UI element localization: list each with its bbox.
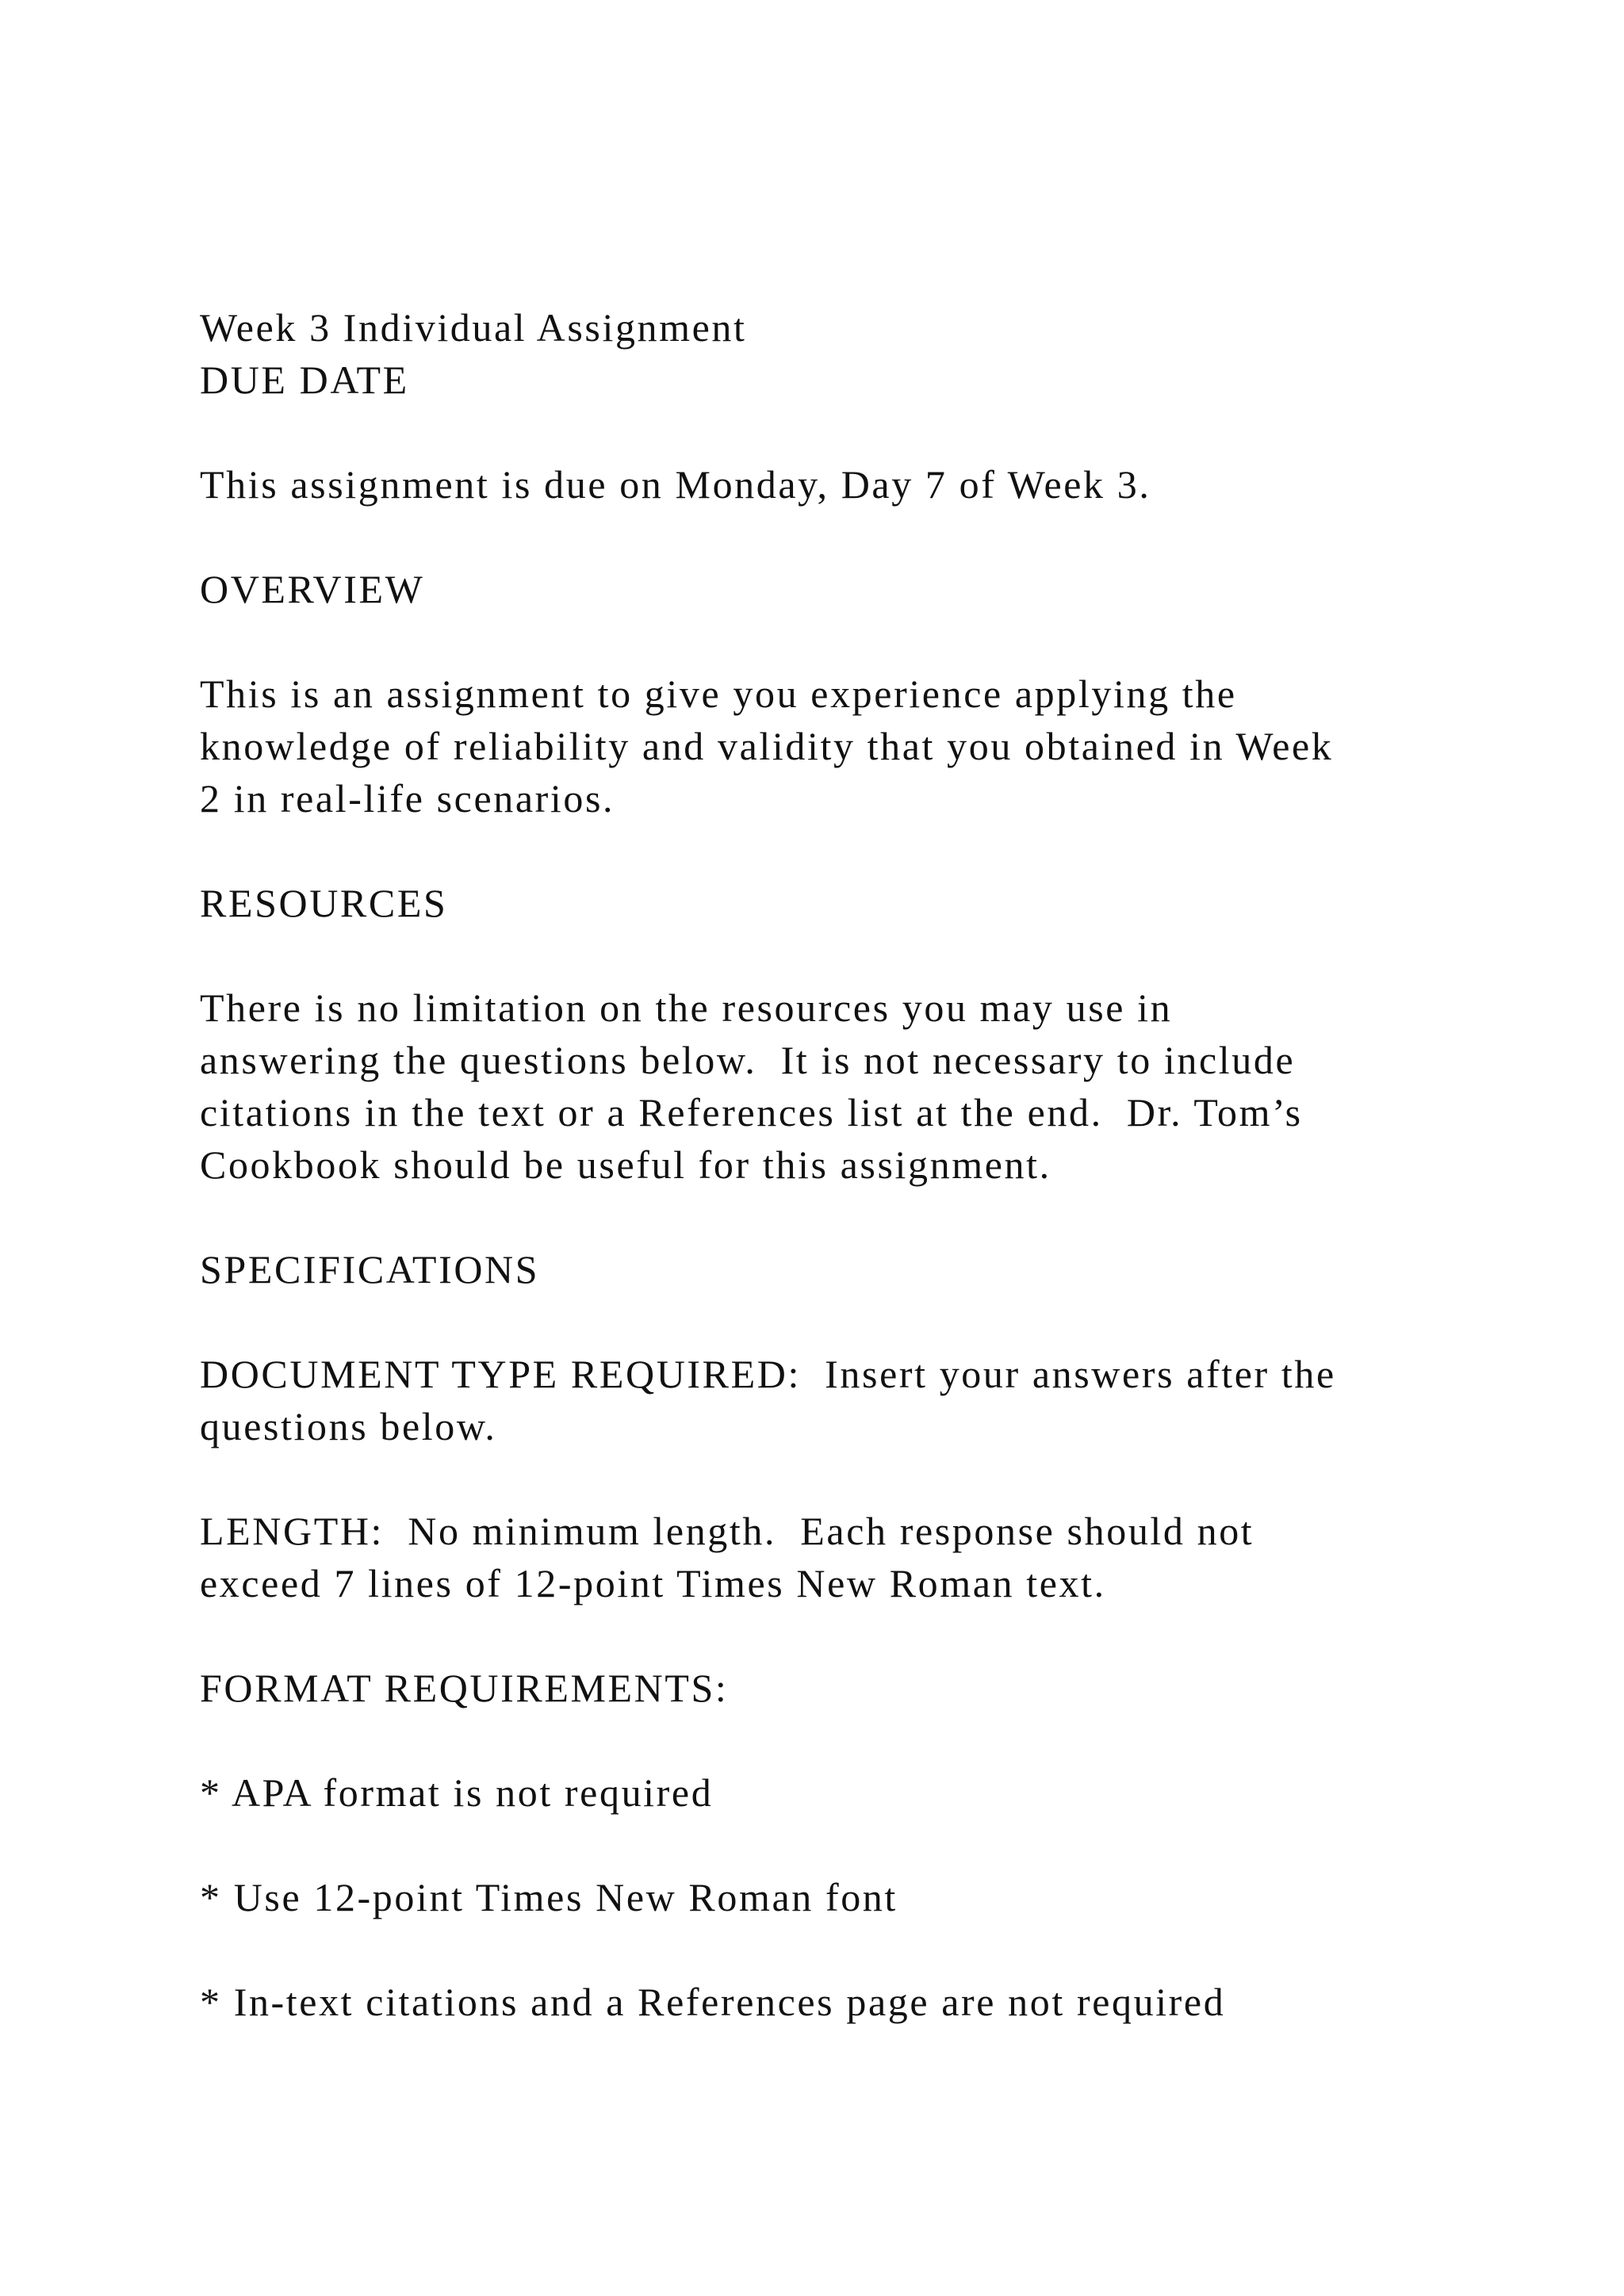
document-body: [200, 301, 1437, 2028]
resources-line: citations in the text or a References list at the end. Dr. Tom’s: [200, 1090, 1303, 1135]
specifications-heading: SPECIFICATIONS: [200, 1247, 540, 1292]
resources-heading: RESOURCES: [200, 881, 448, 925]
spacer: [200, 825, 1437, 877]
spacer: [200, 615, 1437, 668]
spacer: [200, 1295, 1437, 1348]
spacer: [200, 1819, 1437, 1871]
spacer: [200, 1452, 1437, 1505]
document-type-line: DOCUMENT TYPE REQUIRED: Insert your answers after the: [200, 1352, 1336, 1396]
spacer: [200, 1609, 1437, 1662]
resources-line: answering the questions below. It is not necessary to include: [200, 1038, 1296, 1082]
length-line: exceed 7 lines of 12-point Times New Roman text.: [200, 1561, 1106, 1605]
overview-heading: OVERVIEW: [200, 567, 425, 611]
format-item: * In-text citations and a References page are not required: [200, 1980, 1226, 2024]
document-title: Week 3 Individual Assignment: [200, 305, 747, 350]
resources-line: Cookbook should be useful for this assignment.: [200, 1142, 1051, 1187]
spacer: [200, 929, 1437, 982]
overview-line: 2 in real-life scenarios.: [200, 776, 615, 821]
spacer: [200, 1191, 1437, 1243]
spacer: [200, 406, 1437, 458]
due-date-heading: DUE DATE: [200, 358, 409, 402]
due-date-text: This assignment is due on Monday, Day 7 of Week 3.: [200, 462, 1151, 507]
format-item: * APA format is not required: [200, 1770, 714, 1815]
spacer: [200, 511, 1437, 563]
format-heading: FORMAT REQUIREMENTS:: [200, 1666, 729, 1710]
overview-line: knowledge of reliability and validity that you obtained in Week: [200, 724, 1334, 768]
spacer: [200, 1714, 1437, 1766]
format-item: * Use 12-point Times New Roman font: [200, 1875, 898, 1919]
overview-line: This is an assignment to give you experience applying the: [200, 672, 1237, 716]
spacer: [200, 1923, 1437, 1976]
length-line: LENGTH: No minimum length. Each response should not: [200, 1509, 1254, 1553]
resources-line: There is no limitation on the resources you may use in: [200, 985, 1173, 1030]
document-type-line: questions below.: [200, 1404, 497, 1448]
